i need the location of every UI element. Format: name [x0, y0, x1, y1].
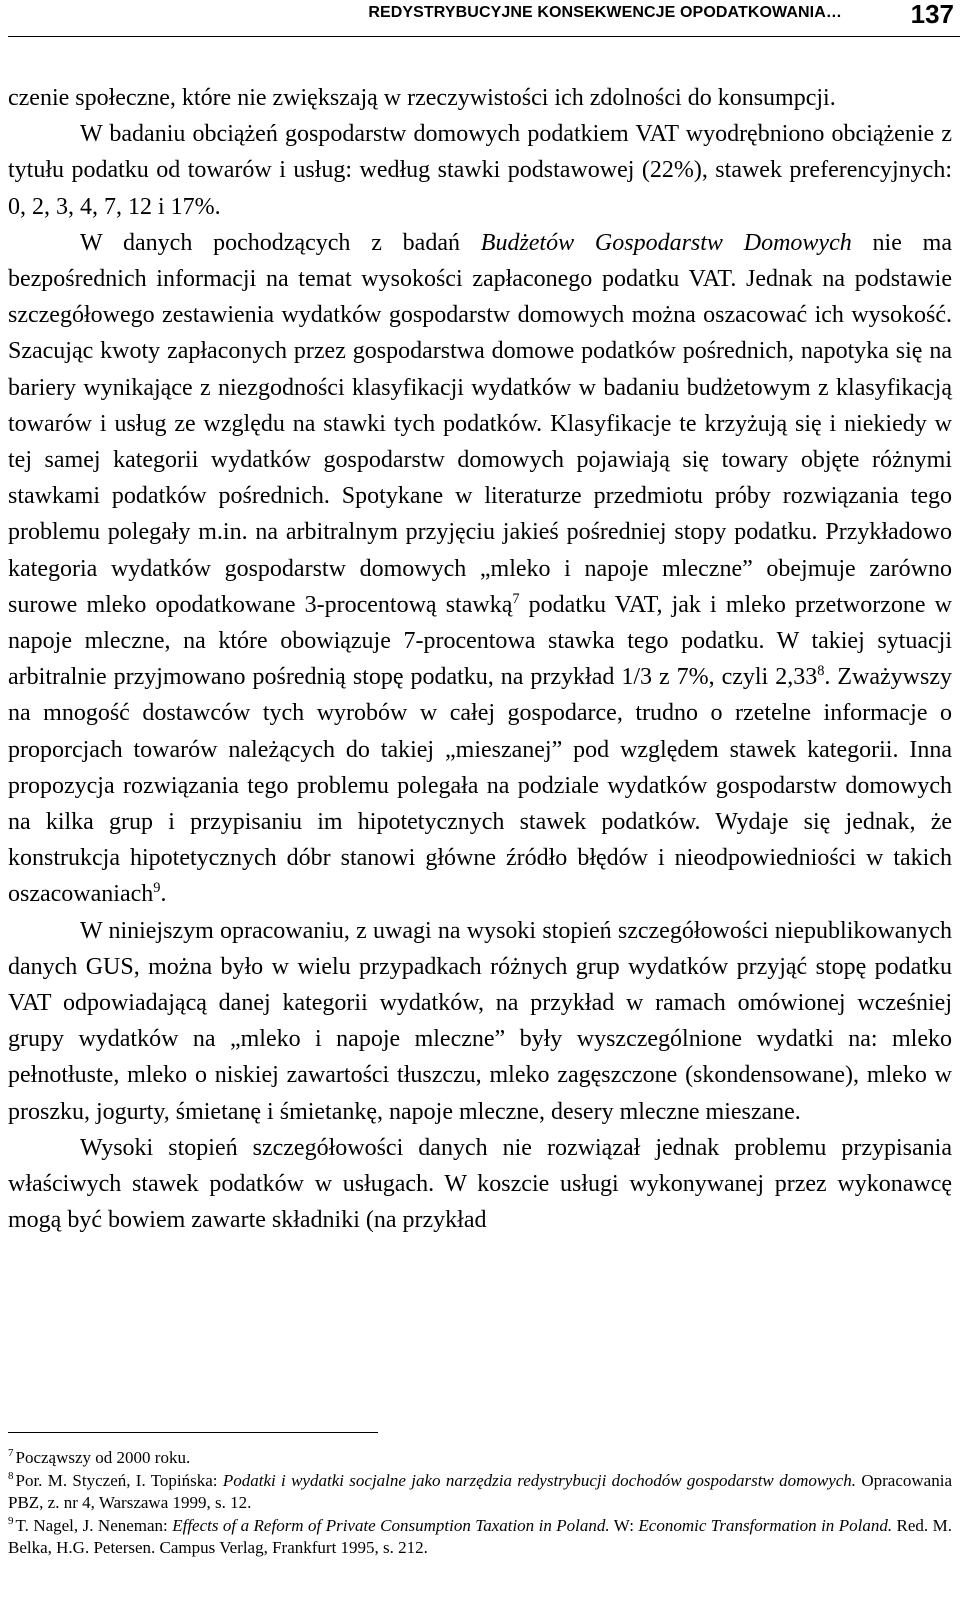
footnote-text: Począwszy od 2000 roku. [15, 1448, 191, 1467]
paragraph-2: W badaniu obciążeń gospodarstw domowych podatkiem VAT wyodrębniono obciążenie z tytułu podatku od towarów i usług: według stawki podstawowej (22%), stawek preferencyjnych: 0, 2, 3, 4, 7, 12 i 17%. [8, 121, 952, 220]
footnote-ref-7[interactable]: 7 [512, 590, 520, 607]
footnote-title-2: Economic Transformation in Poland. [638, 1515, 893, 1535]
footnote-mark: 8 [8, 1469, 14, 1482]
footnote-rest: Red. M. Belka, H.G. Petersen. Campus Verlag, Frankfurt 1995, s. 212. [8, 1515, 952, 1558]
running-head: REDYSTRYBUCYJNE KONSEKWENCJE OPODATKOWANIA… [368, 4, 842, 21]
footnote-mid: W: [609, 1515, 639, 1535]
footnote-title: Effects of a Reform of Private Consumption Taxation in Poland. [172, 1515, 610, 1535]
page-header [8, 0, 960, 37]
paragraph-1: czenie społeczne, które nie zwiększają w rzeczywistości ich zdolności do konsumpcji. [8, 85, 836, 111]
footnote-mark: 7 [8, 1447, 14, 1460]
paragraph-4: W niniejszym opracowaniu, z uwagi na wysoki stopień szczegółowości niepublikowanych danych GUS, można było w wielu przypadkach różnych grup wydatków przyjąć stopę podatku VAT odpowiadającą danej kategorii wydatków, na przykład w ramach omówionej wcześniej grupy wydatków na „mleko i napoje mleczne” były wyszczególnione wydatki na: mleko pełnotłuste, mleko o niskiej zawartości tłuszczu, mleko zagęszczone (skondensowane), mleko w proszku, jogurty, śmietanę i śmietankę, napoje mleczne, desery mleczne mieszane. [8, 917, 952, 1125]
footnote-8 [8, 1470, 952, 1515]
page-number: 137 [910, 0, 954, 29]
paragraph-3-text-start: W danych pochodzących z badań [80, 229, 481, 256]
paragraph-3-text-a: nie ma bezpośrednich informacji na temat wysokości zapłaconego podatku VAT. Jednak na podstawie szczegółowego zestawienia wydatków gospodarstw domowych można oszacować ich wysokość. Szacując kwoty zapłaconych przez gospodarstwa domowe podatków pośrednich, napotyka się na bariery wynikające z niezgodności klasyfikacji wydatków w badaniu budżetowym z klasyfikacją towarów i usług ze względu na stawki tych podatków. Klasyfikacje te krzyżują się i niekiedy w tej samej kategorii wydatków gospodarstw domowych pojawiają się towary objęte różnymi stawkami podatków pośrednich. Spotykane w literaturze przedmiotu próby rozwiązania tego problemu polegały m.in. na arbitralnym przyjęciu jakieś pośredniej stopy podatku. Przykładowo kategoria wydatków gospodarstw domowych „mleko i napoje mleczne” obejmuje zarówno surowe mleko opodatkowane 3-procentową stawką [8, 229, 952, 618]
footnote-mark: 9 [8, 1515, 14, 1528]
footnote-separator [8, 1432, 378, 1433]
footnote-9 [8, 1515, 952, 1560]
footnote-ref-8[interactable]: 8 [817, 663, 825, 680]
footnote-ref-9[interactable]: 9 [153, 880, 161, 897]
footnote-7 [8, 1447, 952, 1470]
paragraph-3-text-d: . [160, 881, 167, 908]
paragraph-5: Wysoki stopień szczegółowości danych nie rozwiązał jednak problemu przypisania właściwych stawek podatków w usługach. W koszcie usługi wykonywanej przez wykonawcę mogą być bowiem zawarte składniki (na przykład [8, 1134, 952, 1234]
survey-name-italic: Budżetów Gospodarstw Domowych [480, 229, 852, 256]
paragraph-3-text-c: . Zważywszy na mnogość dostawców tych wyrobów w całej gospodarce, trudno o rzetelne informacje o proporcjach towarów należących do takiej „mieszanej” pod względem stawek kategorii. Inna propozycja rozwiązania tego problemu polegała na podziale wydatków gospodarstw domowych na kilka grup i przypisaniu im hipotetycznych stawek podatków. Wydaje się jednak, że konstrukcja hipotetycznych dóbr stanowi główne źródło błędów i nieodpowiedniości w takich oszacowaniach [8, 664, 953, 908]
footnote-authors: Por. M. Styczeń, I. Topińska: [15, 1470, 223, 1490]
footnotes [8, 1447, 952, 1560]
footnote-authors: T. Nagel, J. Neneman: [15, 1515, 173, 1535]
footnote-title: Podatki i wydatki socjalne jako narzędzia redystrybucji dochodów gospodarstw domowych. [222, 1470, 857, 1490]
footnote-rest: Opracowania PBZ, z. nr 4, Warszawa 1999, s. 12. [8, 1470, 952, 1513]
paragraph-3-text-b: podatku VAT, jak i mleko przetworzone w napoje mleczne, na które obowiązuje 7-procentowa stawka tego podatku. W takiej sytuacji arbitralnie przyjmowano pośrednią stopę podatku, na przykład 1/3 z 7%, czyli 2,33 [8, 591, 952, 691]
paragraph-3 [8, 225, 952, 913]
body-text [8, 80, 952, 1239]
